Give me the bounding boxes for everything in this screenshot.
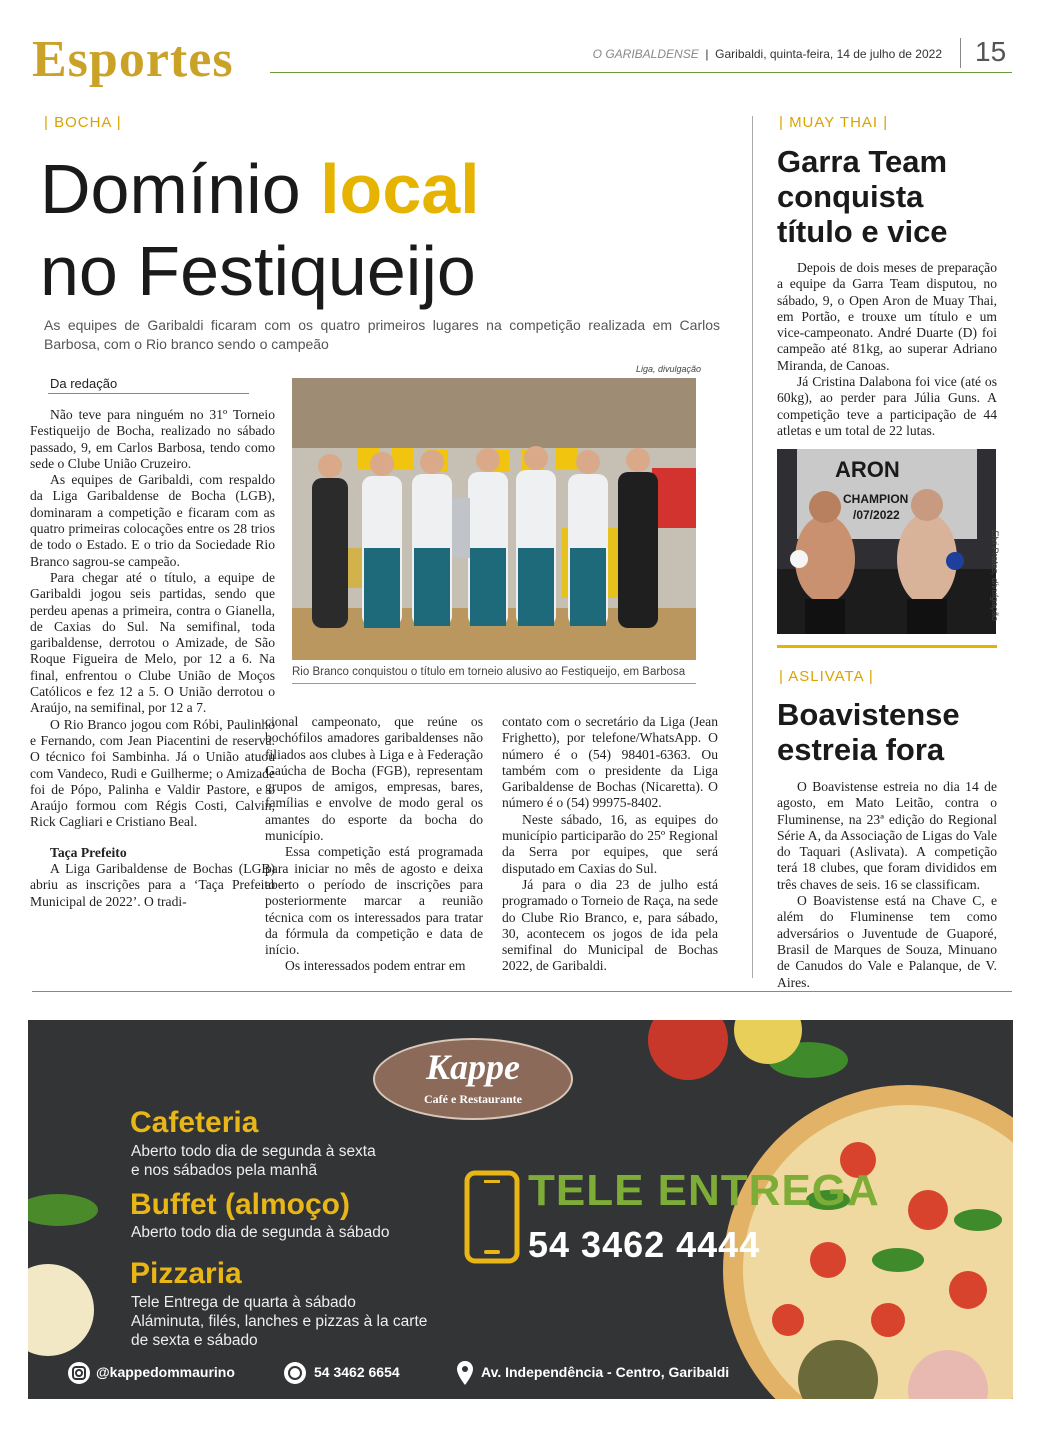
paragraph: Para chegar até o título, a equipe de Garibaldi jogou seis partidas, sendo que perdeu apenas a primeira, contra o Gianella, de Caxias do Sul. Na semifinal, toda garibaldense, derrotou o Amizade, de São Roque Figueira de Melo, por 12 a 6. Na final, enfrentou o Clube União de Moços Católicos e fez 12 a 5. O União derrotou o Araújo, na semifinal, por 12 a 7. xyxy=(30,569,275,716)
paragraph: Não teve para ninguém no 31º Torneio Festiqueijo de Bocha, realizado no sábado passado, 9, em Carlos Barbosa, tendo como sede o Clube União Cruzeiro. xyxy=(30,407,275,471)
paragraph: Os interessados podem entrar em xyxy=(285,958,466,974)
column-divider xyxy=(752,116,753,978)
article-column-2 xyxy=(265,714,483,975)
aslivata-headline: Boavistense estreia fora xyxy=(777,697,960,767)
byline-rule xyxy=(48,393,249,394)
subhead: Taça Prefeito xyxy=(50,844,127,860)
page-number: 15 xyxy=(975,36,1007,67)
article-column-1 xyxy=(30,407,275,910)
cafeteria-text-1: Aberto todo dia de segunda à sexta xyxy=(131,1143,376,1160)
instagram-icon xyxy=(68,1362,90,1384)
main-kicker: | BOCHA | xyxy=(44,114,122,131)
photo-text-aron: ARON xyxy=(835,457,900,482)
muaythai-photo-credit: Elvi Prates, divulgação xyxy=(990,530,1000,622)
paragraph: O Boavistense está na Chave C, e além do Fluminense tem como adversários o Juventude de Guaporé, Brasil de Marques de Souza, Minuano de Canudos do Vale e Palanque, de V. Aires. xyxy=(777,893,997,990)
paragraph: Depois de dois meses de preparação a equipe da Garra Team disputou, no sábado, 9, o Open Aron de Muay Thai, em Portão, e trouxe um título e um vice-campeonato. André Duarte (D) foi campeão até 81kg, ao superar Adriano Miranda, de Canoas. xyxy=(777,260,997,373)
logo-subtitle: Café e Restaurante xyxy=(424,1092,522,1106)
address: Av. Independência - Centro, Garibaldi xyxy=(481,1364,730,1380)
pizzaria-text-2: Aláminuta, filés, lanches e pizzas à la carte xyxy=(131,1313,428,1330)
photo-caption: Rio Branco conquistou o título em torneio alusivo ao Festiqueijo, em Barbosa xyxy=(292,666,686,678)
muaythai-headline: Garra Team conquista título e vice xyxy=(777,144,948,249)
dateline: Garibaldi, quinta-feira, 14 de julho de 2022 xyxy=(715,47,942,61)
paragraph: Neste sábado, 16, as equipes do município participarão do 25º Regional da Serra por equipes, que será disputado em Caxias do Sul. xyxy=(502,811,718,876)
paragraph: A Liga Garibaldense de Bochas (LGB) abriu as inscrições para a ‘Taça Prefeito Municipal de 2022’. O tradi- xyxy=(30,861,275,909)
logo-text: Kappe xyxy=(426,1047,520,1087)
aslivata-body xyxy=(777,779,997,991)
fighters-photo-illustration xyxy=(777,449,996,634)
article-column-3 xyxy=(502,714,718,975)
team-photo-illustration xyxy=(292,378,696,660)
buffet-heading: Buffet (almoço) xyxy=(130,1188,350,1221)
byline: Da redação xyxy=(50,376,118,391)
instagram-handle[interactable]: @kappedommaurino xyxy=(96,1364,235,1380)
page-number-separator xyxy=(960,38,961,68)
muaythai-kicker: | MUAY THAI | xyxy=(779,114,889,131)
paragraph: As equipes de Garibaldi, com respaldo da Liga Garibaldense de Bocha (LGB), dominaram a competição e ficaram com as quatro primeiras colocações entre os 28 trios de todo o Estado. E o trio da Sociedade Rio Branco sagrou-se campeão. xyxy=(30,472,275,569)
section-title: Esportes xyxy=(32,31,234,88)
paragraph: O Rio Branco jogou com Róbi, Paulinho e Fernando, com Jean Piacentini de reserva. O técnico foi Sambinha. Já o União atuou com Vandeco, Rudi e Guilherme; o Amizade foi de Pópo, Palinha e Valdir Pastore, e o Araújo formou com Régis Costi, Calvin, Rick Cagliari e Cristiano Beal. xyxy=(30,716,275,830)
content-bottom-rule xyxy=(32,991,1012,992)
header-dateline: O GARIBALDENSE | Garibaldi, quinta-feira, 14 de julho de 2022 xyxy=(592,47,942,61)
muaythai-body xyxy=(777,260,997,439)
main-subtitle: As equipes de Garibaldi ficaram com os quatro primeiros lugares na competição realizada em Carlos Barbosa, com o Rio branco sendo o campeão xyxy=(44,317,720,352)
caption-rule xyxy=(292,683,696,684)
paragraph: cional campeonato, que reúne os bochófilos amadores garibaldenses não filiados aos clubes à Liga e à Federação Gaúcha de Bocha (FGB), representam grupos de amigos, empresas, bares, famílias e envolve de modo geral os amantes do esporte da bocha do município. xyxy=(265,714,483,844)
cafeteria-heading: Cafeteria xyxy=(130,1106,259,1139)
pizzaria-heading: Pizzaria xyxy=(130,1257,242,1290)
headline-highlight: local xyxy=(320,150,480,228)
headline-part-a: Domínio xyxy=(40,150,321,228)
paragraph: Já para o dia 23 de julho está programado o Torneio de Raça, na sede do Clube Rio Branco, e, para sábado, 30, acontecem os jogos de ida pela semifinal do Municipal de Bochas 2022, de Garibaldi. xyxy=(502,876,718,974)
tele-entrega-label: TELE ENTREGA xyxy=(528,1166,880,1215)
paragraph: Já Cristina Dalabona foi vice (até os 60kg), ao perder para Júlia Guns. A competição teve a participação de 44 atletas e um total de 22 lutas. xyxy=(777,374,997,438)
paragraph: O Boavistense estreia no dia 14 de agosto, em Mato Leitão, contra o Fluminense, na 23ª edição do Regional Série A, da Associação de Ligas do Vale do Taquari (Aslivata). A competição terá 18 clubes, que foram divididos em três chaves de seis. 16 se classificam. xyxy=(777,779,997,892)
buffet-text-1: Aberto todo dia de segunda à sábado xyxy=(131,1224,390,1241)
cafeteria-text-2: e nos sábados pela manhã xyxy=(131,1162,318,1179)
location-pin-icon xyxy=(456,1360,474,1386)
paragraph: Essa competição está programada para iniciar no mês de agosto e deixa aberto o período de inscrições para posteriormente marcar a reunião técnica com os interessados para tratar da fórmula da competição e data de início. xyxy=(265,844,483,958)
photo-text-champion: CHAMPION xyxy=(843,492,909,506)
smartphone-icon xyxy=(464,1170,520,1264)
pizzaria-text-3: de sexta e sábado xyxy=(131,1332,258,1349)
photo-credit: Liga, divulgação xyxy=(636,364,702,374)
whatsapp-number[interactable]: 54 3462 6654 xyxy=(314,1364,400,1380)
main-photo xyxy=(292,378,696,660)
headline-part-b: no Festiqueijo xyxy=(40,232,476,310)
main-headline xyxy=(40,148,480,312)
photo-text-date: /07/2022 xyxy=(853,508,900,522)
header-rule xyxy=(270,72,1012,73)
paragraph: contato com o secretário da Liga (Jean Frighetto), por telefone/WhatsApp. O número é o (54) 98401-6363. Ou também com o presidente da Liga Garibaldense de Bochas (Nicaretta). O número é o (54) 99975-8402. xyxy=(502,714,718,811)
section-rule xyxy=(777,645,997,648)
pizzaria-text-1: Tele Entrega de quarta à sábado xyxy=(131,1294,356,1311)
muaythai-photo xyxy=(777,449,996,634)
aslivata-kicker: | ASLIVATA | xyxy=(779,668,874,685)
paper-name: O GARIBALDENSE xyxy=(592,47,699,61)
tele-entrega-phone: 54 3462 4444 xyxy=(528,1224,761,1265)
whatsapp-icon xyxy=(284,1362,306,1384)
advertisement xyxy=(28,1020,1013,1399)
